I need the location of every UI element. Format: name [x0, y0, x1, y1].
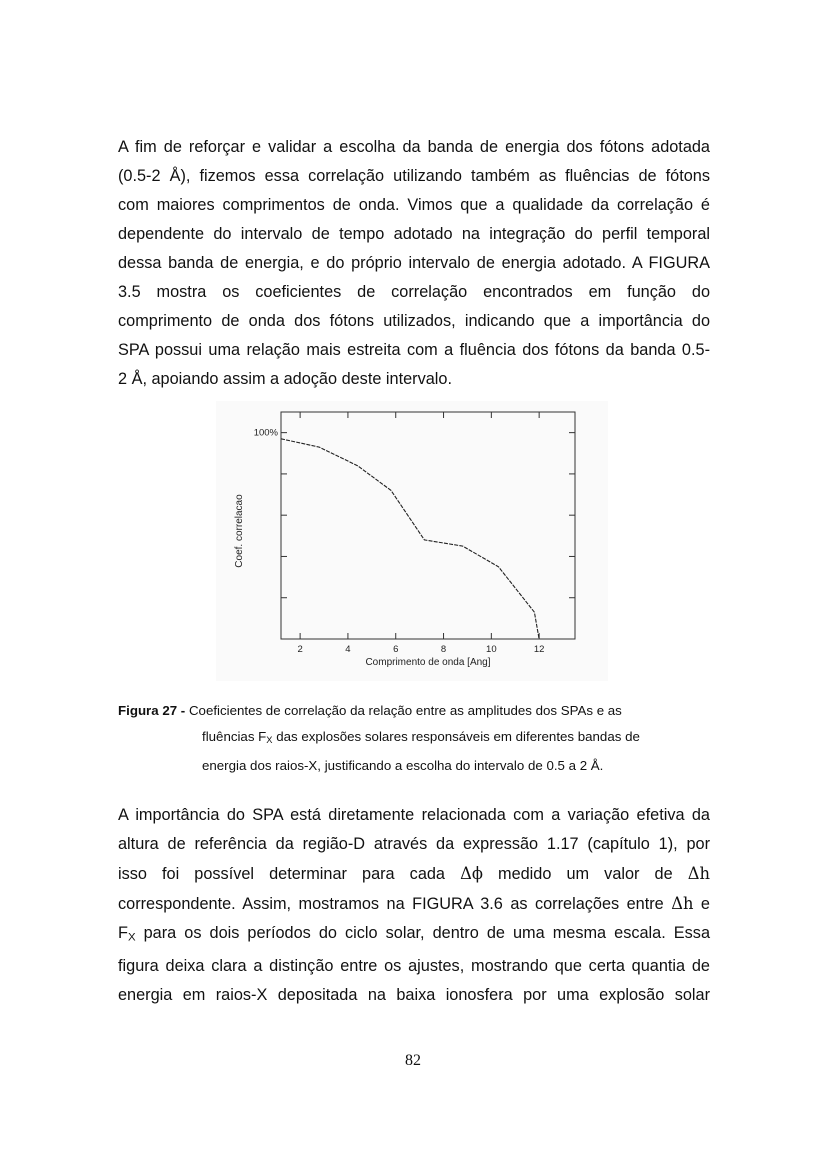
x-axis-label: Comprimento de onda [Ang] [365, 657, 491, 668]
x-tick-label: 12 [533, 644, 545, 655]
y-tick-label: 100% [253, 427, 278, 439]
paragraph-intro [118, 133, 710, 394]
text-line: altura de referência da região-D através da expressão 1.17 (capítulo 1), por [118, 835, 710, 853]
caption-subscript: X [266, 734, 273, 745]
text-line: energia em raios-X depositada na baixa ionosfera por uma explosão solar [118, 986, 710, 1005]
y-axis-label: Coef. correlacao [234, 494, 245, 568]
series-line [281, 439, 539, 639]
x-tick-label: 4 [345, 644, 351, 655]
delta-phi-symbol: Δϕ [460, 864, 483, 883]
text-line: isso foi possível determinar para cada Δϕ medido um valor de Δh [118, 864, 710, 883]
caption-text: Coeficientes de correlação da relação entre as amplitudes dos SPAs e as [185, 703, 622, 718]
x-tick-label: 8 [440, 644, 447, 655]
paragraph-spa [118, 801, 710, 1010]
plot-frame [281, 412, 575, 639]
figure-caption [118, 698, 718, 779]
delta-h-symbol: Δh [687, 864, 710, 883]
delta-h-symbol: Δh [671, 894, 694, 913]
x-tick-label: 2 [297, 644, 303, 655]
text-line: (0.5-2 Å), fizemos essa correlação utilizando também as fluências de fótons [118, 167, 710, 185]
text-line: comprimento de onda dos fótons utilizados, indicando que a importância do [118, 312, 710, 330]
text-line: A importância do SPA está diretamente relacionada com a variação efetiva da [118, 806, 710, 824]
text-line: 3.5 mostra os coeficientes de correlação encontrados em função do [118, 283, 710, 301]
page-number: 82 [405, 1052, 421, 1069]
text-line: figura deixa clara a distinção entre os ajustes, mostrando que certa quantia de [118, 957, 710, 976]
y-axis-ticks [254, 428, 575, 598]
x-tick-label: 6 [393, 644, 399, 655]
text-line: SPA possui uma relação mais estreita com a fluência dos fótons da banda 0.5- [118, 341, 710, 359]
x-tick-label: 10 [486, 644, 497, 655]
caption-text: das explosões solares responsáveis em diferentes bandas de [272, 729, 640, 744]
correlation-figure [216, 401, 608, 681]
text-line: correspondente. Assim, mostramos na FIGURA 3.6 as correlações entre Δh e [118, 894, 710, 913]
correlation-chart [216, 401, 608, 681]
text-line: dessa banda de energia, e do próprio intervalo de energia adotado. A FIGURA [118, 254, 710, 272]
text-line: com maiores comprimentos de onda. Vimos que a qualidade da correlação é [118, 196, 710, 214]
caption-text: fluências F [202, 729, 267, 744]
text-line: $F_X$ para os dois períodos do ciclo solar, dentro de uma mesma escala. Essa [118, 924, 710, 944]
x-axis-ticks [297, 412, 544, 655]
caption-label: Figura 27 - [118, 703, 186, 718]
text-line: A fim de reforçar e validar a escolha da banda de energia dos fótons adotada [118, 138, 710, 156]
text-line: dependente do intervalo de tempo adotado na integração do perfil temporal [118, 225, 710, 243]
caption-text: energia dos raios-X, justificando a escolha do intervalo de 0.5 a 2 Å. [202, 757, 604, 773]
text-line: 2 Å, apoiando assim a adoção deste intervalo. [118, 370, 452, 388]
